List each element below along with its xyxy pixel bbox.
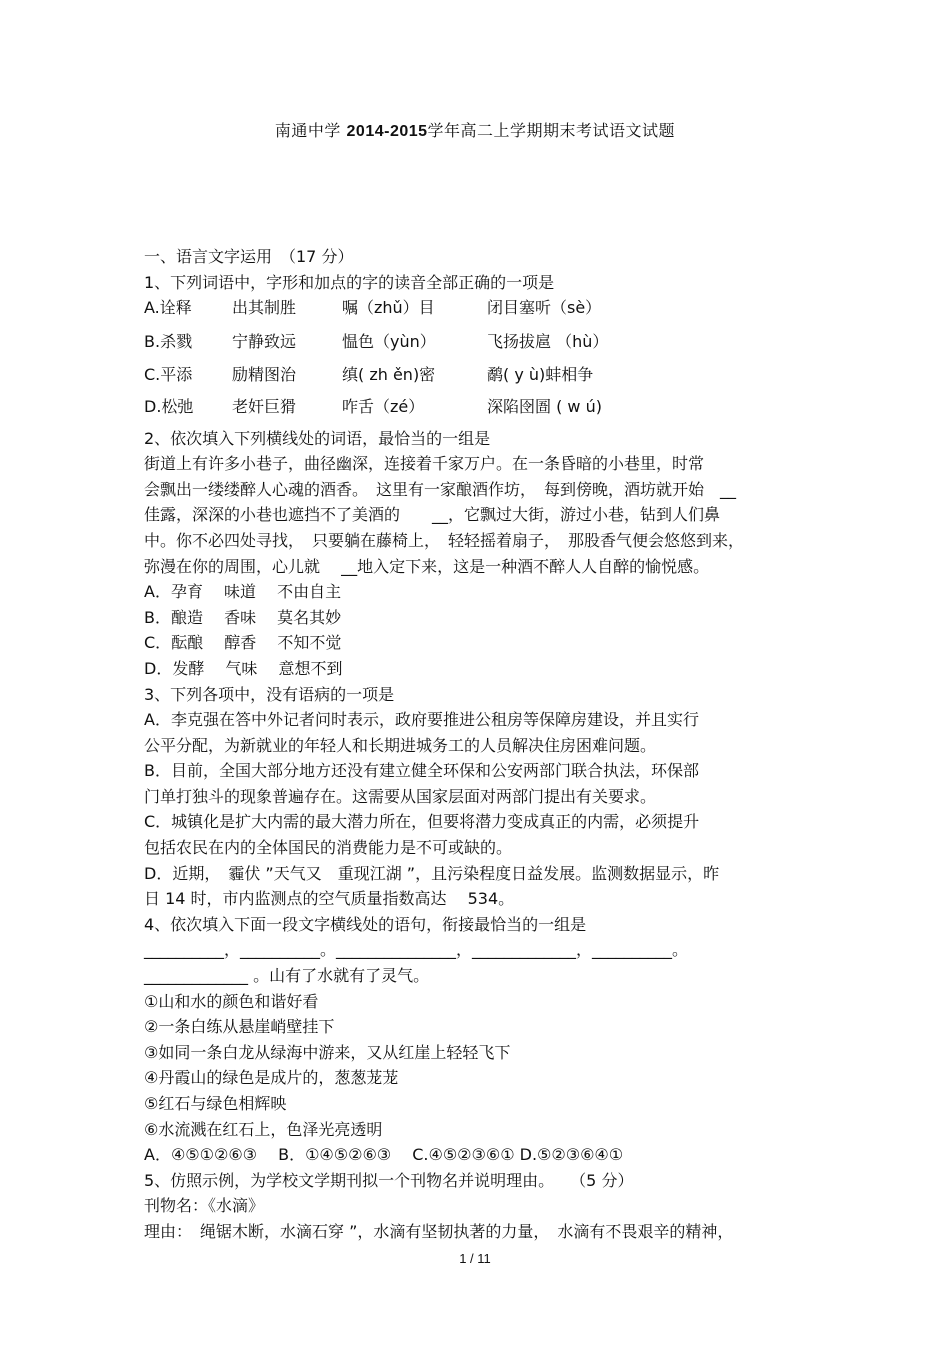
exam-content (144, 244, 824, 1245)
page-number: 1 / 11 (459, 1251, 491, 1266)
q3-stem: 3、下列各项中，没有语病的一项是 (144, 684, 395, 704)
q1-c-2: 励精图治 (232, 365, 297, 385)
q4-item: ②一条白练从悬崖峭壁挂下 (144, 1017, 335, 1037)
q3-line: A．李克强在答中外记者问时表示，政府要推进公租房等保障房建设，并且实行 (144, 710, 699, 730)
q5-stem: 5、仿照示例，为学校文学期刊拟一个刊物名并说明理由。 （5 分） (144, 1170, 634, 1190)
q1-a-2: 出其制胜 (232, 298, 297, 318)
page-title (0, 118, 950, 141)
q1-c-3: 缜( zh ěn)密 (342, 365, 436, 385)
q1-d-1: D.松弛 (144, 396, 194, 416)
q1-a-3: 嘱（zhǔ）目 (342, 298, 435, 318)
q1-c-4: 鹬( y ù)蚌相争 (487, 365, 594, 385)
q1-d-4: 深陷囹圄 ( w ú) (487, 396, 602, 416)
q1-b-1: B.杀戮 (144, 331, 193, 351)
q2-option-b: B．酿造 香味 莫名其妙 (144, 607, 342, 627)
title-school: 南通中学 (274, 121, 341, 140)
q5-example-reason: 理由： 绳锯木断，水滴石穿 ”，水滴有坚韧执著的力量， 水滴有不畏艰辛的精神， (144, 1221, 734, 1241)
q1-option-a (144, 295, 824, 321)
q1-b-4: 飞扬拔扈 （hù） (487, 331, 609, 351)
q4-blank-line: _____________ 。山有了水就有了灵气。 (144, 966, 430, 986)
q1-option-c (144, 362, 824, 388)
q2-option-a: A．孕育 味道 不由自主 (144, 582, 342, 602)
q4-blank-line: __________，__________。_______________，_____________，__________。 (144, 940, 689, 960)
q2-passage-line: 会飘出一缕缕醉人心魂的酒香。 这里有一家酿酒作坊， 每到傍晚，酒坊就开始 __ (144, 479, 737, 499)
q3-line: C．城镇化是扩大内需的最大潜力所在，但要将潜力变成真正的内需，必须提升 (144, 812, 700, 832)
q1-b-2: 宁静致远 (232, 331, 297, 351)
q3-line: 日 14 时，市内监测点的空气质量指数高达 534。 (144, 889, 515, 909)
q1-c-1: C.平添 (144, 365, 193, 385)
section-heading: 一、语言文字运用 （17 分） (144, 247, 354, 266)
q4-stem: 4、依次填入下面一段文字横线处的语句，衔接最恰当的一组是 (144, 914, 587, 934)
q4-item: ⑥水流溅在红石上，色泽光亮透明 (144, 1119, 383, 1139)
q3-line: 公平分配，为新就业的年轻人和长期进城务工的人员解决住房困难问题。 (144, 735, 657, 755)
q1-b-3: 愠色（yùn） (342, 331, 436, 351)
q2-option-d: D．发酵 气味 意想不到 (144, 658, 343, 678)
q4-item: ④丹霞山的绿色是成片的，葱葱茏茏 (144, 1068, 399, 1088)
title-rest: 学年高二上学期期末考试语文试题 (427, 121, 676, 140)
q5-example-name: 刊物名：《水滴》 (144, 1196, 265, 1216)
q1-d-3: 咋舌（zé） (342, 396, 425, 416)
q1-a-4: 闭目塞听（sè） (487, 298, 602, 318)
q4-item: ①山和水的颜色和谐好看 (144, 991, 319, 1011)
q1-a-1: A.诠释 (144, 298, 192, 318)
q2-option-c: C．酝酿 醇香 不知不觉 (144, 633, 342, 653)
q1-option-d (144, 394, 824, 420)
q2-stem: 2、依次填入下列横线处的词语，最恰当的一组是 (144, 428, 491, 448)
q3-line: B．目前，全国大部分地方还没有建立健全环保和公安两部门联合执法，环保部 (144, 761, 699, 781)
q4-answer-options: A．④⑤①②⑥③ B．①④⑤②⑥③ C.④⑤②③⑥① D.⑤②③⑥④① (144, 1145, 624, 1165)
q1-stem: 1、下列词语中，字形和加点的字的读音全部正确的一项是 (144, 272, 555, 292)
q2-passage-line: 佳露，深深的小巷也遮挡不了美酒的 __，它飘过大街，游过小巷，钻到人们鼻 (144, 505, 721, 525)
q2-passage-line: 中。你不必四处寻找， 只要躺在藤椅上， 轻轻摇着扇子， 那股香气便会悠悠到来， (144, 530, 745, 550)
q1-d-2: 老奸巨猾 (232, 396, 297, 416)
q3-line: D．近期， 霾伏 ”天气又 重现江湖 ”，且污染程度日益发展。监测数据显示，昨 (144, 863, 720, 883)
q3-line: 门单打独斗的现象普遍存在。这需要从国家层面对两部门提出有关要求。 (144, 786, 657, 806)
q4-item: ③如同一条白龙从绿海中游来，又从红崖上轻轻飞下 (144, 1042, 511, 1062)
q3-line: 包括农民在内的全体国民的消费能力是不可或缺的。 (144, 838, 513, 858)
title-year: 2014-2015 (346, 123, 428, 140)
q2-passage-line: 街道上有许多小巷子，曲径幽深，连接着千家万户。在一条昏暗的小巷里，时常 (144, 454, 705, 474)
q1-option-b (144, 329, 824, 355)
q4-item: ⑤红石与绿色相辉映 (144, 1094, 287, 1113)
q2-passage-line: 弥漫在你的周围，心儿就 __地入定下来，这是一种酒不醉人人自醉的愉悦感。 (144, 556, 710, 576)
